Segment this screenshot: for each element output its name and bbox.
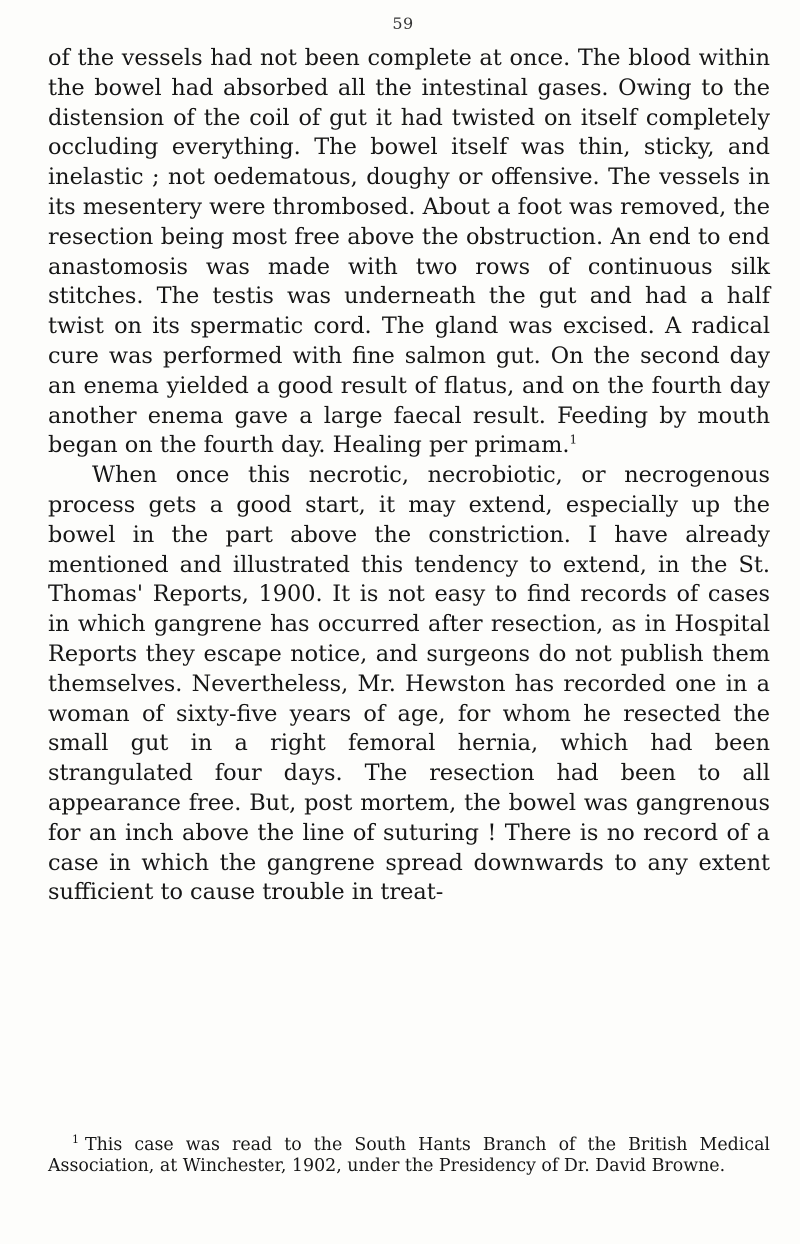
footnote xyxy=(48,1135,770,1177)
footnote-reference: 1 xyxy=(569,432,578,447)
footnote-text: This case was read to the South Hants Branch of the British Medical Association, at Winchester, 1902, under the Presidency of Dr. David Browne. xyxy=(48,1135,770,1176)
page-number: 59 xyxy=(392,14,414,33)
paragraph-2: When once this necrotic, necrobiotic, or necrogenous process gets a good start, it may extend, especially up the bowel in the part above the constriction. I have already mentioned and illustrated this tendency to extend, in the St. Thomas' Reports, 1900. It is not easy to find records of cases in which gangrene has occurred after resection, as in Hospital Reports they escape notice, and surgeons do not publish them themselves. Nevertheless, Mr. Hewston has recorded one in a woman of sixty-five years of age, for whom he resected the small gut in a right femoral hernia, which had been strangulated four days. The resection had been to all appearance free. But, post mortem, the bowel was gangrenous for an inch above the line of suturing ! There is no record of a case in which the gangrene spread downwards to any extent sufficient to cause trouble in treat- xyxy=(48,462,770,906)
paragraph-1 xyxy=(48,44,770,461)
footnote-number: 1 xyxy=(72,1133,79,1147)
body-text xyxy=(48,44,770,908)
paragraph-1-text: of the vessels had not been complete at once. The blood within the bowel had absorbed all the intestinal gases. Owing to the distension of the coil of gut it had twisted on itself completely occluding everything. The bowel itself was thin, sticky, and inelastic ; not oedematous, doughy or offensive. The vessels in its mesentery were thrombosed. About a foot was removed, the resection being most free above the obstruction. An end to end anastomosis was made with two rows of continuous silk stitches. The testis was underneath the gut and had a half twist on its spermatic cord. The gland was excised. A radical cure was performed with fine salmon gut. On the second day an enema yielded a good result of flatus, and on the fourth day another enema gave a large faecal result. Feeding by mouth began on the fourth day. Healing per primam. xyxy=(48,45,770,459)
